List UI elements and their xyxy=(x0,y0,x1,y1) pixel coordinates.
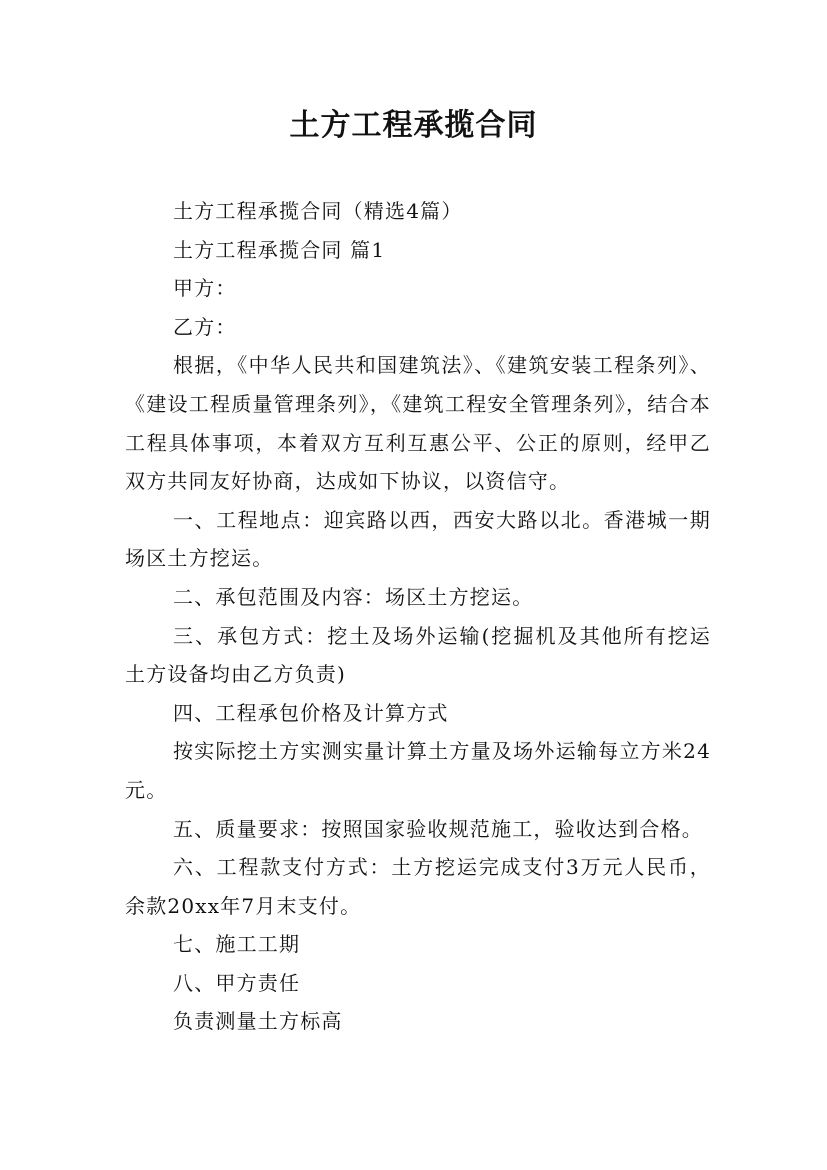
paragraph-location: 一、工程地点：迎宾路以西，西安大路以北。香港城一期场区土方挖运。 xyxy=(125,507,711,571)
paragraph-section-heading: 土方工程承揽合同 篇1 xyxy=(173,237,386,262)
paragraph-party-a-duty: 八、甲方责任 xyxy=(173,970,301,995)
document-body xyxy=(125,192,711,1041)
paragraph-method: 三、承包方式：挖土及场外运输(挖掘机及其他所有挖运土方设备均由乙方负责) xyxy=(125,623,711,687)
paragraph-legal-basis: 根据，《中华人民共和国建筑法》、《建筑安装工程条列》、《建设工程质量管理条列》，《建筑工程安全管理条列》，结合本工程具体事项，本着双方互利互惠公平、公正的原则，经甲乙双方共同友好协商，达成如下协议，以资信守。 xyxy=(125,353,711,494)
paragraph-payment: 六、工程款支付方式：土方挖运完成支付3万元人民币，余款20xx年7月末支付。 xyxy=(125,855,711,918)
paragraph-party-a: 甲方： xyxy=(173,276,237,301)
paragraph-subtitle: 土方工程承揽合同（精选4篇） xyxy=(173,199,463,223)
paragraph-price-detail: 按实际挖土方实测实量计算土方量及场外运输每立方米24元。 xyxy=(125,739,711,802)
paragraph-survey: 负责测量土方标高 xyxy=(173,1009,343,1034)
paragraph-price-heading: 四、工程承包价格及计算方式 xyxy=(173,700,449,725)
paragraph-quality: 五、质量要求：按照国家验收规范施工，验收达到合格。 xyxy=(173,816,703,841)
document-title: 土方工程承揽合同 xyxy=(289,108,538,143)
paragraph-schedule: 七、施工工期 xyxy=(173,932,301,957)
paragraph-party-b: 乙方： xyxy=(173,314,237,339)
paragraph-scope: 二、承包范围及内容：场区土方挖运。 xyxy=(173,584,534,609)
